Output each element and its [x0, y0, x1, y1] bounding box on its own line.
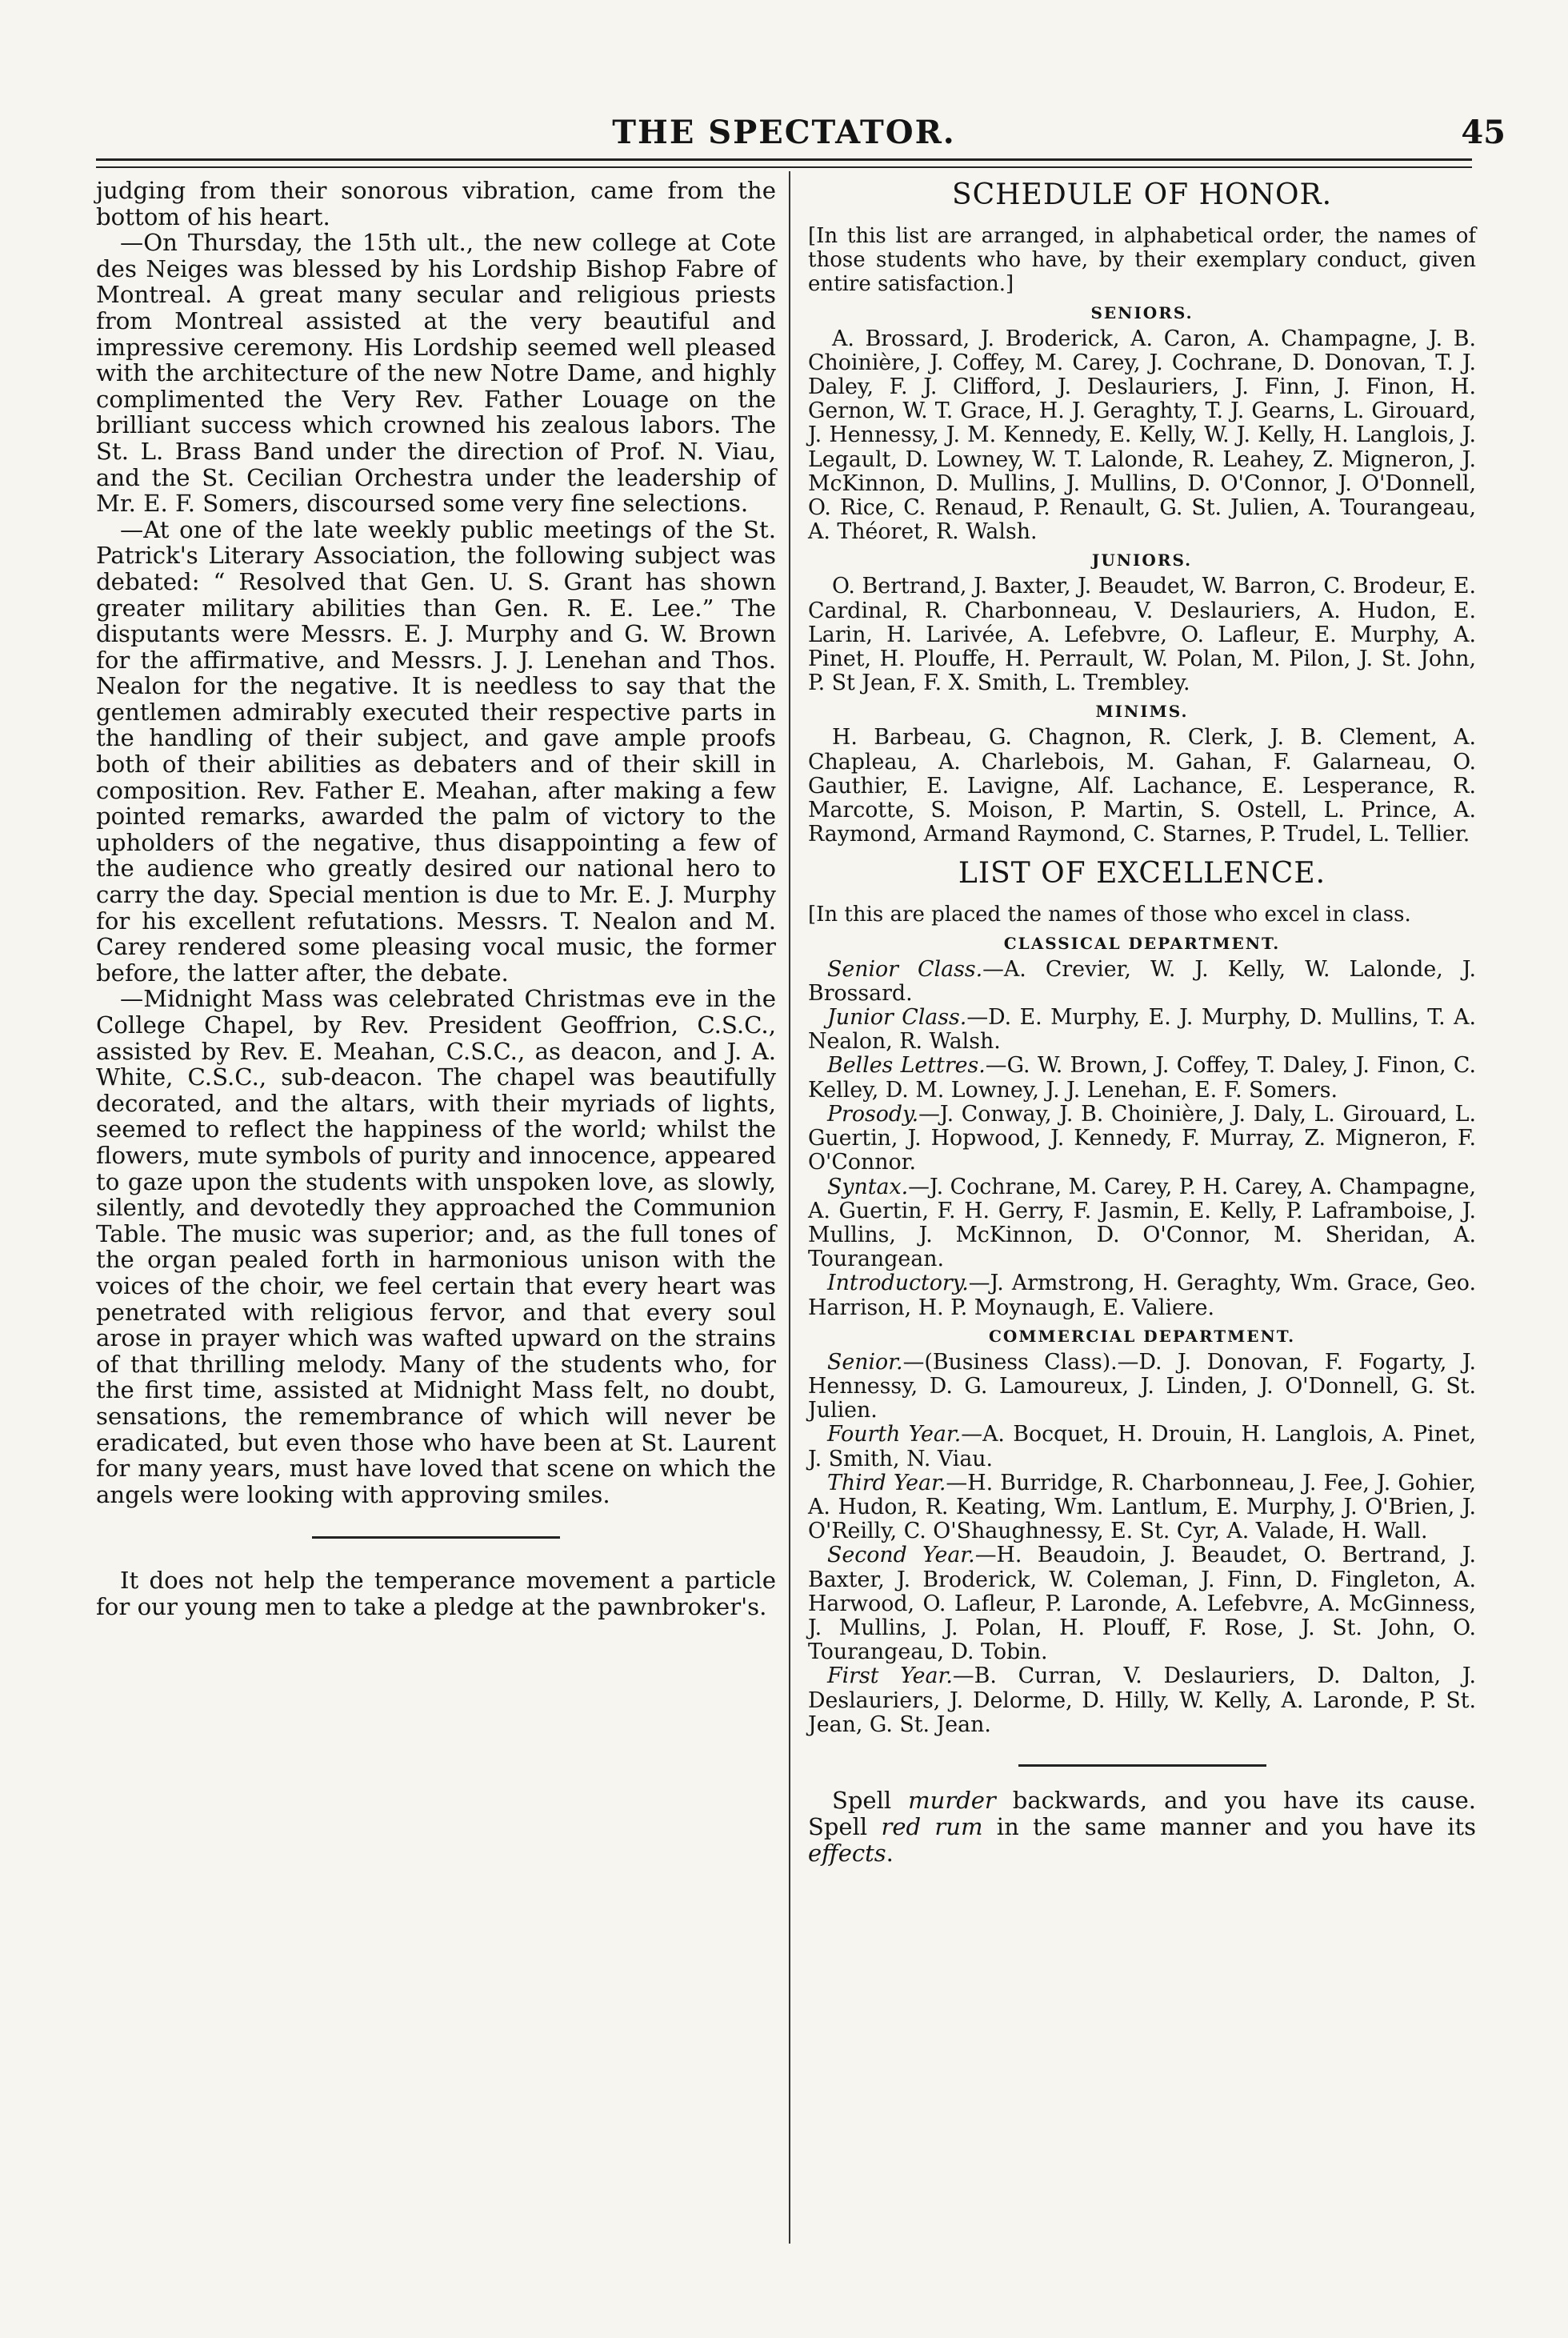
- list-item: Belles Lettres.—G. W. Brown, J. Coffey, T. Daley, J. Finon, C. Kelley, D. M. Lowney, J. J. Lenehan, E. F. Somers.: [808, 1053, 1476, 1103]
- list-item: Second Year.—H. Beaudoin, J. Beaudet, O. Bertrand, J. Baxter, J. Broderick, W. Coleman, J. Finn, D. Fingleton, A. Harwood, O. Lafleur, P. Laronde, A. Lefebvre, A. McGinness, J. Mullins, J. Polan, H. Plouff, F. Rose, J. St. John, O. Tourangeau, D. Tobin.: [808, 1543, 1476, 1665]
- paragraph-college-blessing: —On Thursday, the 15th ult., the new college at Cote des Neiges was blessed by his Lordship Bishop Fabre of Montreal. A great many secular and religious priests from Montreal assisted at the very beautiful and impressive ceremony. His Lordship seemed well pleased with the architecture of the new Notre Dame, and highly complimented the Very Rev. Father Louage on the brilliant success which crowned his zealous labors. The St. L. Brass Band under the direction of Prof. N. Viau, and the St. Cecilian Orchestra under the leadership of Mr. E. F. Somers, discoursed some very fine selections.: [96, 229, 776, 518]
- list-item: Senior Class.—A. Crevier, W. J. Kelly, W. Lalonde, J. Brossard.: [808, 956, 1476, 1006]
- paragraph-continuation: judging from their sonorous vibration, came from the bottom of his heart.: [96, 177, 776, 230]
- seniors-list: A. Brossard, J. Broderick, A. Caron, A. Champagne, J. B. Choinière, J. Coffey, M. Carey, J. Cochrane, D. Donovan, T. J. Daley, F. J. Clifford, J. Deslauriers, J. Finn, J. Finon, H. Gernon, W. T. Grace, H. J. Geraghty, T. J. Gearns, L. Girouard, J. Hennessy, J. M. Kennedy, E. Kelly, W. J. Kelly, H. Langlois, J. Legault, D. Lowney, W. T. Lalonde, R. Leahey, Z. Migneron, J. McKinnon, D. Mullins, J. Mullins, D. O'Connor, J. O'Donnell, O. Rice, C. Renaud, P. Renault, G. St. Julien, A. Tourangeau, A. Théoret, R. Walsh.: [808, 326, 1476, 545]
- closing-quip-right: Spell murder backwards, and you have its cause. Spell red rum in the same manner and you have its effects.: [808, 1786, 1476, 1867]
- juniors-list: O. Bertrand, J. Baxter, J. Beaudet, W. Barron, C. Brodeur, E. Cardinal, R. Charbonneau, V. Deslauriers, A. Hudon, E. Larin, H. Larivée, A. Lefebvre, O. Lafleur, E. Murphy, A. Pinet, H. Plouffe, H. Perrault, W. Polan, M. Pilon, J. St. John, P. St Jean, F. X. Smith, L. Trembley.: [808, 574, 1476, 696]
- list-of-excellence-title: LIST OF EXCELLENCE.: [958, 857, 1326, 891]
- closing-quip: It does not help the temperance movement a particle for our young men to take a pledge at the pawnbroker's.: [96, 1567, 776, 1620]
- list-item: Introductory.—J. Armstrong, H. Geraghty, Wm. Grace, Geo. Harrison, H. P. Moynaugh, E. Valiere.: [808, 1271, 1476, 1320]
- minims-heading: MINIMS.: [1095, 702, 1189, 722]
- page-number: 45: [1461, 114, 1506, 151]
- paragraph-debate: —At one of the late weekly public meetings of the St. Patrick's Literary Association, the following subject was debated: “ Resolved that Gen. U. S. Grant has shown greater military abilities than Gen. R. E. Lee.” The disputants were Messrs. E. J. Murphy and G. W. Brown for the affirmative, and Messrs. J. J. Lenehan and Thos. Nealon for the negative. It is needless to say that the gentlemen admirably executed their respective parts in the handling of their subject, and gave ample proofs both of their abilities as debaters and of their skill in composition. Rev. Father E. Meahan, after making a few pointed remarks, awarded the palm of victory to the upholders of the negative, thus disappointing a few of the audience who greatly desired our national hero to carry the day. Special mention is due to Mr. E. J. Murphy for his excellent refutations. Messrs. T. Nealon and M. Carey rendered some pleasing vocal music, the former before, the latter after, the debate.: [96, 515, 776, 987]
- page-header: [0, 110, 1568, 158]
- list-item: Junior Class.—D. E. Murphy, E. J. Murphy, D. Mullins, T. A. Nealon, R. Walsh.: [808, 1005, 1476, 1055]
- right-column: [808, 178, 1476, 1867]
- schedule-note: [In this list are arranged, in alphabetical order, the names of those students who have, by their exemplary conduct, given entire satisfaction.]: [808, 224, 1476, 297]
- minims-list: H. Barbeau, G. Chagnon, R. Clerk, J. B. Clement, A. Chapleau, A. Charlebois, M. Gahan, F. Galarneau, O. Gauthier, E. Lavigne, Alf. Lachance, E. Lesperance, R. Marcotte, S. Moison, P. Martin, S. Ostell, L. Prince, A. Raymond, Armand Raymond, C. Starnes, P. Trudel, L. Tellier.: [808, 725, 1476, 847]
- column-divider: [789, 171, 790, 2244]
- schedule-of-honor-title: SCHEDULE OF HONOR.: [951, 178, 1333, 211]
- list-item: First Year.—B. Curran, V. Deslauriers, D. Dalton, J. Deslauriers, J. Delorme, D. Hilly, W. Kelly, A. Laronde, P. St. Jean, G. St. Jean.: [808, 1663, 1476, 1737]
- commercial-department-heading: COMMERCIAL DEPARTMENT.: [988, 1326, 1296, 1346]
- left-column: [96, 178, 776, 1619]
- list-item: Senior.—(Business Class).—D. J. Donovan, F. Fogarty, J. Hennessy, D. G. Lamoureux, J. Linden, J. O'Donnell, G. St. Julien.: [808, 1349, 1476, 1423]
- list-item: Prosody.—J. Conway, J. B. Choinière, J. Daly, L. Girouard, L. Guertin, J. Hopwood, J. Kennedy, F. Murray, Z. Migneron, F. O'Connor.: [808, 1101, 1476, 1175]
- section-divider: [1018, 1764, 1266, 1767]
- juniors-heading: JUNIORS.: [1091, 550, 1193, 570]
- section-divider: [312, 1536, 560, 1539]
- list-item: Syntax.—J. Cochrane, M. Carey, P. H. Carey, A. Champagne, A. Guertin, F. H. Gerry, F. Jasmin, E. Kelly, P. Laframboise, J. Mullins, J. McKinnon, D. O'Connor, M. Sheridan, A. Tourangean.: [808, 1174, 1476, 1272]
- list-item: Fourth Year.—A. Bocquet, H. Drouin, H. Langlois, A. Pinet, J. Smith, N. Viau.: [808, 1422, 1476, 1471]
- header-rule: [96, 158, 1472, 161]
- header-rule-secondary: [96, 166, 1472, 168]
- paragraph-midnight-mass: —Midnight Mass was celebrated Christmas eve in the College Chapel, by Rev. President Geoffrion, C.S.C., assisted by Rev. E. Meahan, C.S.C., as deacon, and J. A. White, C.S.C., sub-deacon. The chapel was beautifully decorated, and the altars, with their myriads of lights, seemed to reflect the happiness of the world; whilst the flowers, mute symbols of purity and innocence, appeared to gaze upon the students with unspoken love, as slowly, silently, and devotedly they approached the Communion Table. The music was superior; and, as the full tones of the organ pealed forth in harmonious unison with the voices of the choir, we feel certain that every heart was penetrated with religious fervor, and that every soul arose in prayer which was wafted upward on the strains of that thrilling melody. Many of the students who, for the first time, assisted at Midnight Mass felt, no doubt, sensations, the remembrance of which will never be eradicated, but even those who have been at St. Laurent for many years, must have loved that scene on which the angels were looking with approving smiles.: [96, 985, 776, 1508]
- classical-department-heading: CLASSICAL DEPARTMENT.: [1003, 933, 1281, 953]
- excellence-note: [In this are placed the names of those who excel in class.: [808, 903, 1411, 927]
- publication-title: THE SPECTATOR.: [612, 114, 956, 151]
- seniors-heading: SENIORS.: [1090, 302, 1194, 322]
- list-item: Third Year.—H. Burridge, R. Charbonneau, J. Fee, J. Gohier, A. Hudon, R. Keating, Wm. Lantlum, E. Murphy, J. O'Brien, J. O'Reilly, C. O'Shaughnessy, E. St. Cyr, A. Valade, H. Wall.: [808, 1470, 1476, 1544]
